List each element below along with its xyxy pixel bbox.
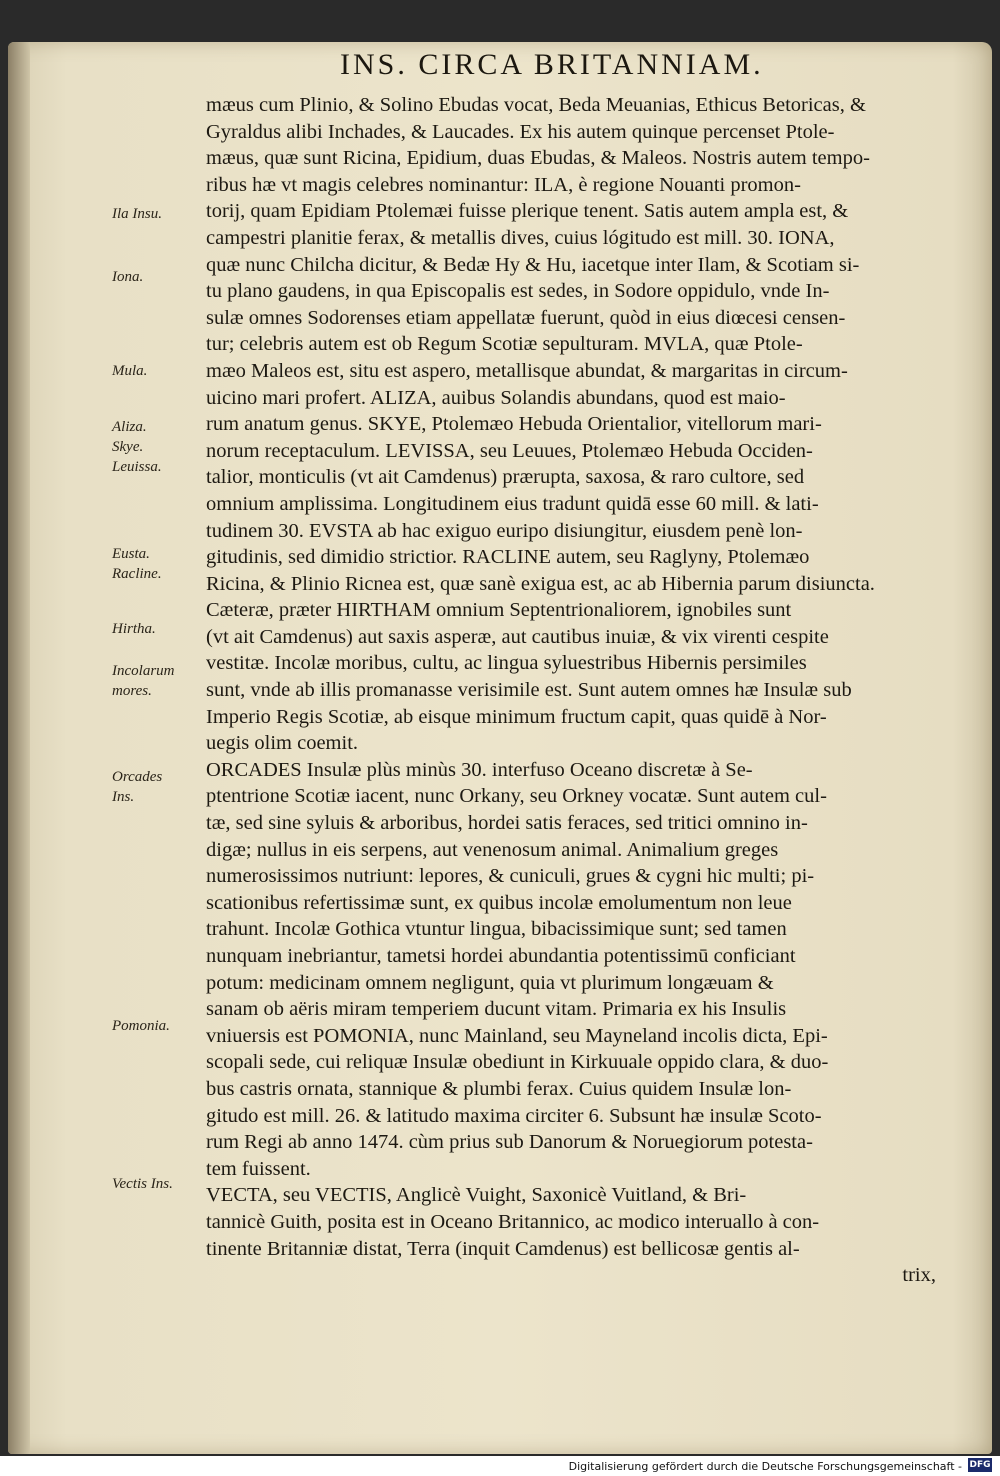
text-line: torij, quam Epidiam Ptolemæi fuisse plerique tenent. Satis autem ampla est, & (206, 200, 849, 223)
text-line: talior, monticulis (vt ait Camdenus) prærupta, saxosa, & raro cultore, sed (206, 466, 805, 489)
text-line: tannicè Guith, posita est in Oceano Britannico, ac modico interuallo à con- (206, 1210, 820, 1233)
text-line: tudinem 30. EVSTA ab hac exiguo euripo disiungitur, eiusdem penè lon- (206, 519, 803, 542)
margin-note-skye: Skye. (112, 439, 144, 455)
funding-credit: Digitalisierung gefördert durch die Deutsche Forschungsgemeinschaft - (568, 1460, 962, 1473)
text-line: mæo Maleos est, situ est aspero, metallisque abundat, & margaritas in circum- (206, 359, 848, 382)
margin-note-incolarum: Incolarum (112, 663, 175, 679)
text-line: tu plano gaudens, in qua Episcopalis est sedes, in Sodore oppidulo, vnde In- (206, 280, 830, 303)
body-text (206, 92, 946, 1289)
margin-note-iona: Iona. (112, 269, 144, 285)
margin-note-ins: Ins. (112, 789, 135, 805)
margin-note-pomonia: Pomonia. (112, 1018, 170, 1034)
text-line: vniuersis est POMONIA, nunc Mainland, seu Mayneland incolis dicta, Epi- (206, 1024, 828, 1047)
text-line: uicino mari profert. ALIZA, auibus Solandis abundans, quod est maio- (206, 386, 786, 409)
text-line: (vt ait Camdenus) aut saxis asperæ, aut cautibus inuiæ, & vix virenti cespite (206, 625, 829, 648)
text-line: gitudo est mill. 26. & latitudo maxima circiter 6. Subsunt hæ insulæ Scoto- (206, 1104, 822, 1127)
margin-note-vectis: Vectis Ins. (112, 1176, 173, 1192)
text-line: scopali sede, cui reliquæ Insulæ obediunt in Kirkuuale oppido clara, & duo- (206, 1051, 829, 1074)
text-line: sunt, vnde ab illis promanasse verisimile est. Sunt autem omnes hæ Insulæ sub (206, 679, 852, 702)
text-line: potum: medicinam omnem negligunt, quia vt plurimum longæuam & (206, 971, 774, 994)
dfg-logo: DFG (969, 1460, 991, 1470)
catchword: trix, (902, 1264, 936, 1287)
margin-note-orcades: Orcades (112, 769, 163, 785)
text-line: rum anatum genus. SKYE, Ptolemæo Hebuda Orientalior, vitellorum mari- (206, 413, 822, 436)
text-line: Imperio Regis Scotiæ, ab eisque minimum fructum capit, quas quidē à Nor- (206, 705, 827, 728)
text-line: sulæ omnes Sodorenses etiam appellatæ fuerunt, quòd in eius diœcesi censen- (206, 306, 846, 329)
text-line: trahunt. Incolæ Gothica vtuntur lingua, bibacissimique sunt; sed tamen (206, 918, 787, 941)
page-spine-shadow (8, 42, 30, 1454)
text-line: tinente Britanniæ distat, Terra (inquit Camdenus) est bellicosæ gentis al- (206, 1237, 800, 1260)
text-line: Gyraldus alibi Inchades, & Laucades. Ex his autem quinque percenset Ptole- (206, 120, 835, 143)
margin-note-eusta: Eusta. (112, 546, 150, 562)
text-line: omnium amplissima. Longitudinem eius tradunt quidā esse 60 mill. & lati- (206, 492, 819, 515)
text-line: Ricina, & Plinio Ricnea est, quæ sanè exigua est, ac ab Hibernia parum disiuncta. (206, 572, 875, 595)
margin-note-mula: Mula. (112, 363, 148, 379)
margin-note-ila: Ila Insu. (112, 206, 162, 222)
text-line: numerosissimos nutriunt: lepores, & cuniculi, grues & cygni hic multi; pi- (206, 865, 815, 888)
text-line: tem fuissent. (206, 1157, 311, 1180)
text-line: nunquam inebriantur, tametsi hordei abundantia potentissimū conficiant (206, 945, 796, 967)
text-line: ptentrione Scotiæ iacent, nunc Orkany, seu Orkney vocatæ. Sunt autem cul- (206, 785, 827, 808)
text-line: mæus, quæ sunt Ricina, Epidium, duas Ebudas, & Maleos. Nostris autem tempo- (206, 147, 870, 170)
text-line: bus castris ornata, stannique & plumbi ferax. Cuius quidem Insulæ lon- (206, 1077, 792, 1100)
margin-note-aliza: Aliza. (112, 419, 147, 435)
text-line: mæus cum Plinio, & Solino Ebudas vocat, Beda Meuanias, Ethicus Betoricas, & (206, 94, 866, 116)
text-line: vestitæ. Incolæ moribus, cultu, ac lingua syluestribus Hibernis persimiles (206, 652, 807, 675)
text-line: campestri planitie ferax, & metallis dives, cuius lógitudo est mill. 30. IONA, (206, 226, 835, 249)
margin-note-leuissa: Leuissa. (112, 459, 162, 475)
text-line: uegis olim coemit. (206, 732, 359, 755)
text-line: rum Regi ab anno 1474. cùm prius sub Danorum & Noruegiorum potesta- (206, 1131, 813, 1154)
text-line: quæ nunc Chilcha dicitur, & Bedæ Hy & Hu, iacetque inter Ilam, & Scotiam si- (206, 253, 860, 276)
text-line: tæ, sed sine syluis & arboribus, hordei satis feraces, sed tritici omnino in- (206, 812, 808, 835)
text-line: VECTA, seu VECTIS, Anglicè Vuight, Saxonicè Vuitland, & Bri- (206, 1184, 747, 1207)
margin-note-hirtha: Hirtha. (112, 621, 156, 637)
text-line: ribus hæ vt magis celebres nominantur: ILA, è regione Nouanti promon- (206, 173, 801, 196)
text-line: scationibus refertissimæ sunt, ex quibus incolæ emolumentum non leue (206, 891, 792, 914)
margin-note-mores: mores. (112, 683, 152, 699)
text-line: sanam ob aëris miram temperiem ducunt vitam. Primaria ex his Insulis (206, 998, 787, 1021)
text-line: ORCADES Insulæ plùs minùs 30. interfuso Oceano discretæ à Se- (206, 758, 753, 781)
margin-note-racline: Racline. (112, 566, 162, 582)
text-line: norum receptaculum. LEVISSA, seu Leuues, Ptolemæo Hebuda Occiden- (206, 439, 813, 462)
text-line: Cæteræ, præter HIRTHAM omnium Septentrionaliorem, ignobiles sunt (206, 599, 792, 622)
text-line: tur; celebris autem est ob Regum Scotiæ sepulturam. MVLA, quæ Ptole- (206, 333, 803, 356)
text-line: gitudinis, sed dimidio strictior. RACLINE autem, seu Raglyny, Ptolemæo (206, 546, 810, 569)
text-line: digæ; nullus in eis serpens, aut venenosum animal. Animalium greges (206, 838, 779, 861)
running-head: INS. CIRCA BRITANNIAM. (340, 48, 764, 81)
